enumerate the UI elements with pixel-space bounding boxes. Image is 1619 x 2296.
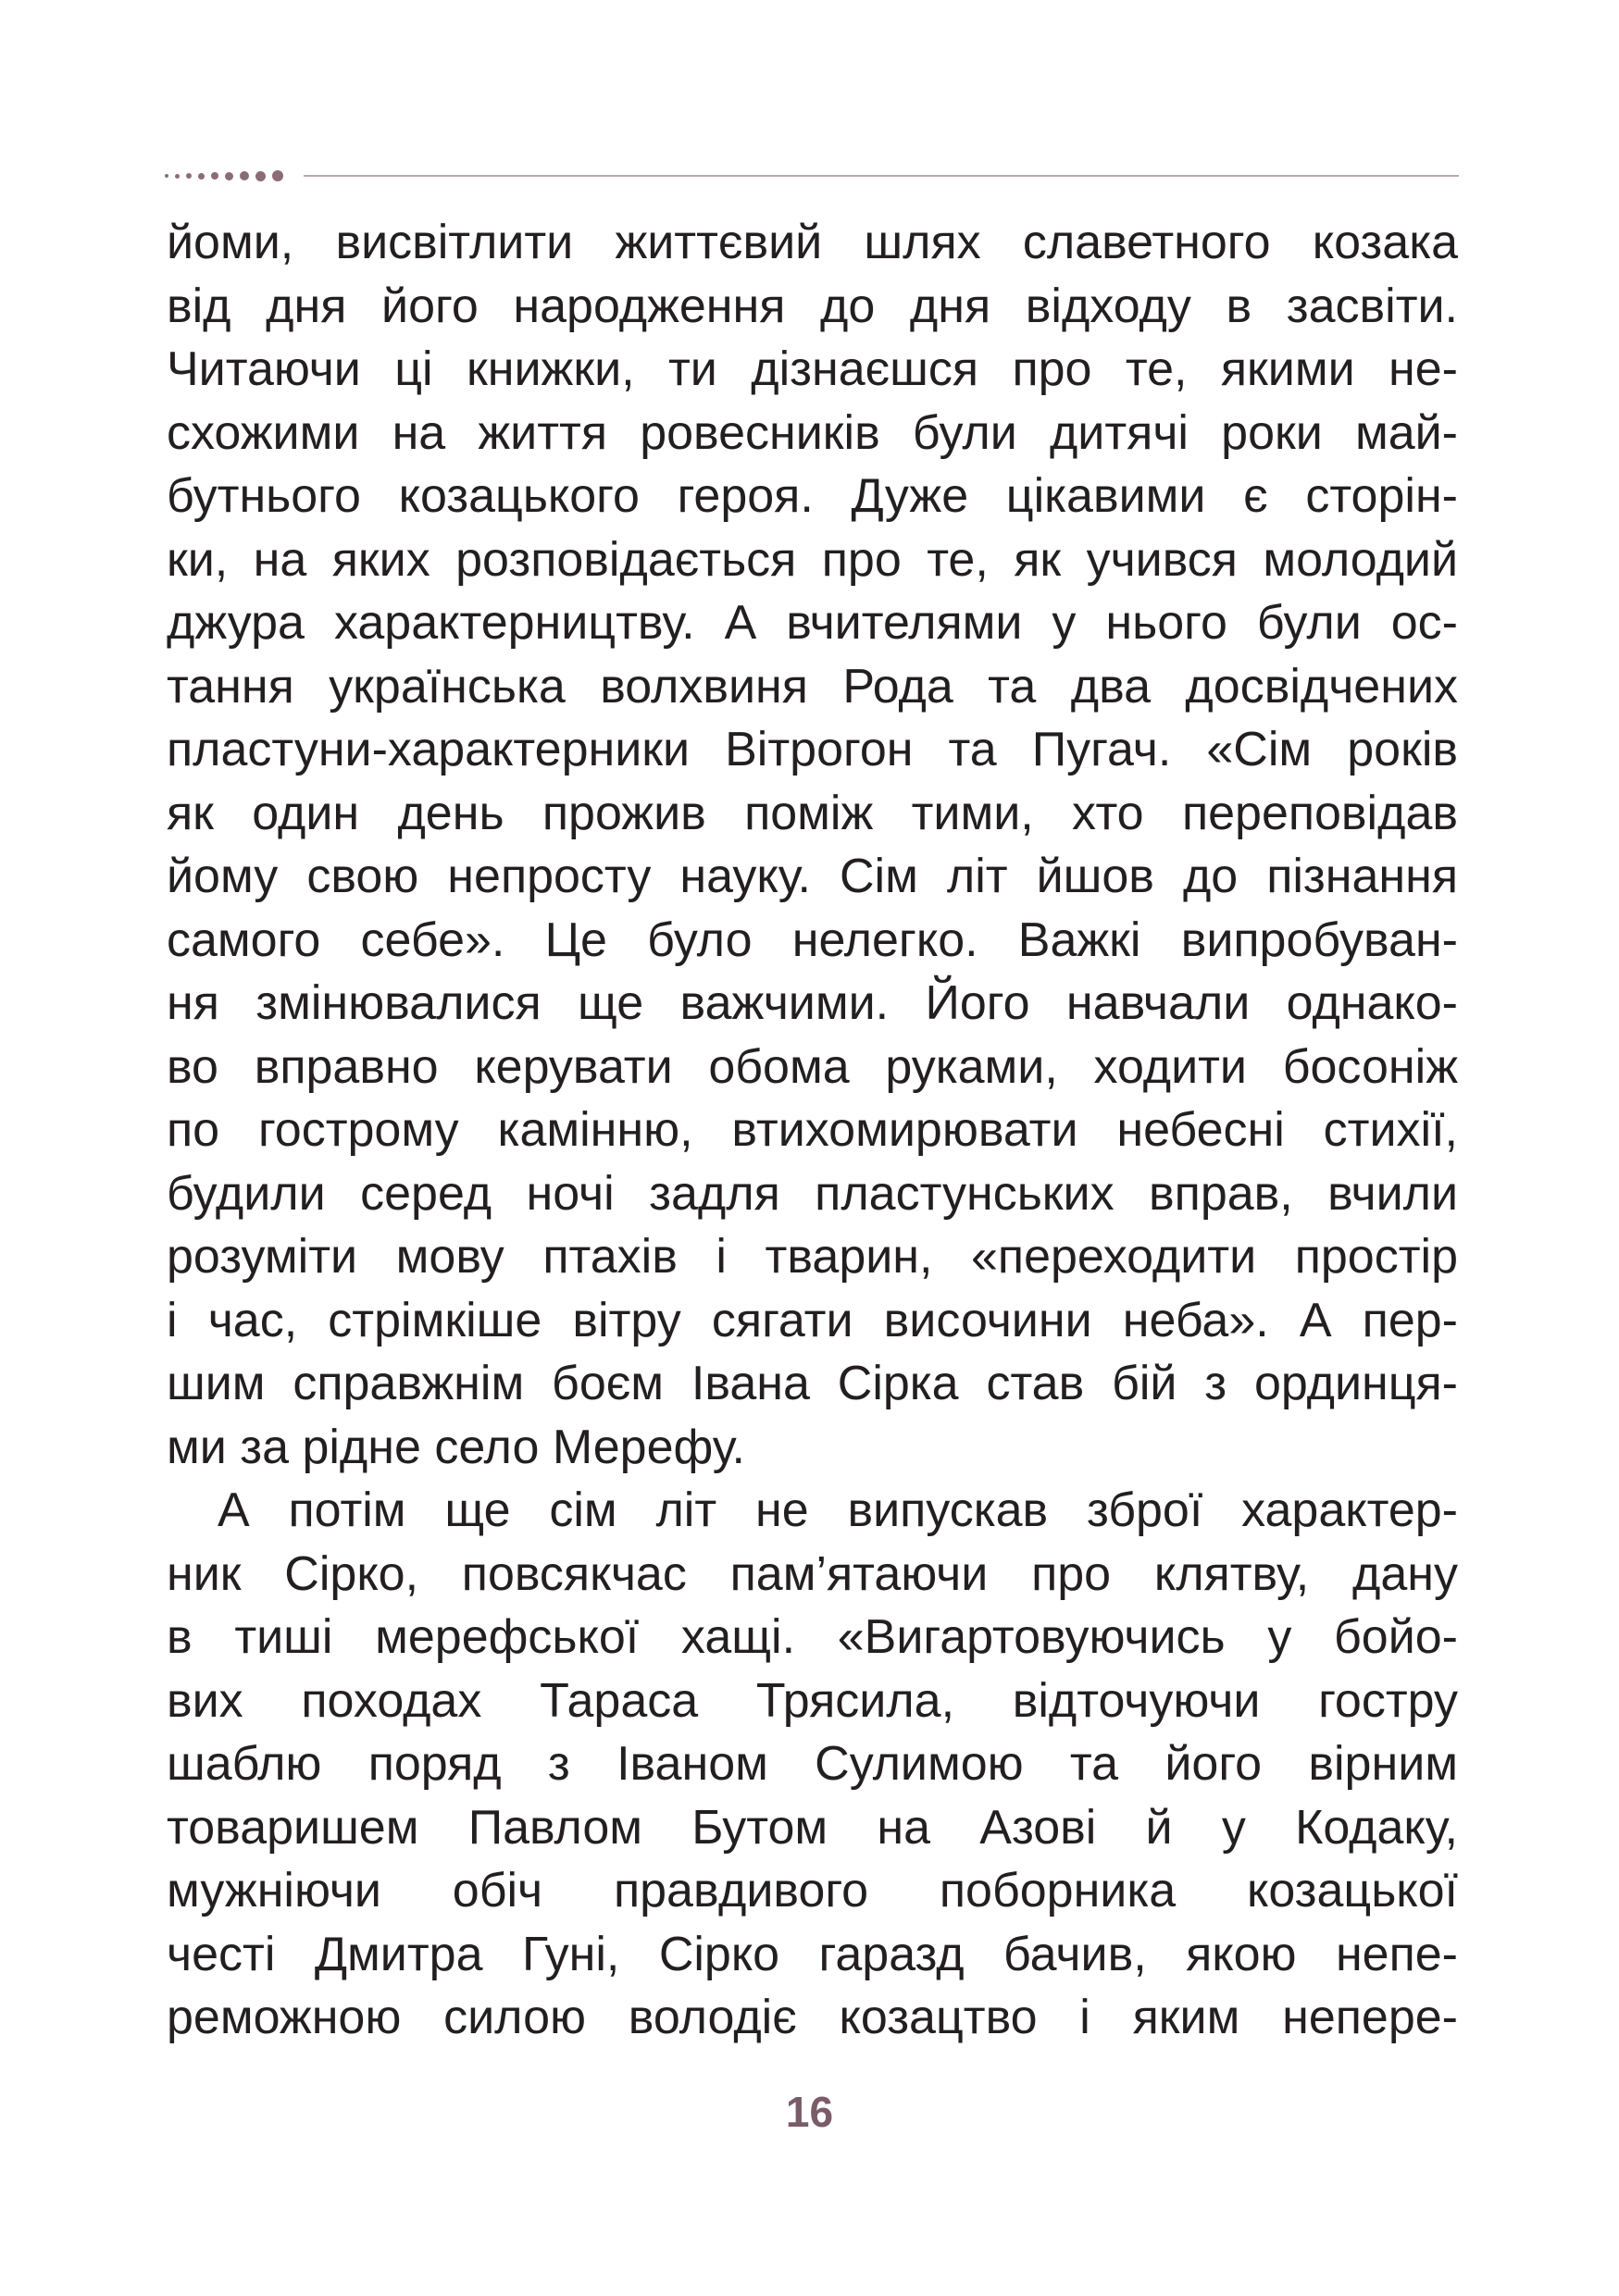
text-line: ки, на яких розповідається про те, як учився молодий bbox=[167, 532, 1458, 587]
header-dots bbox=[165, 169, 283, 182]
header-dot bbox=[225, 172, 233, 180]
text-line: А потім ще сім літ не випускав зброї характер- bbox=[218, 1483, 1458, 1537]
page-number: 16 bbox=[785, 2088, 834, 2136]
text-line: як один день прожив поміж тими, хто переповідав bbox=[167, 786, 1458, 840]
body-text bbox=[167, 211, 1458, 2050]
text-line: честі Дмитра Гуні, Сірко гаразд бачив, якою непе- bbox=[167, 1927, 1458, 1981]
paragraph-1 bbox=[167, 211, 1458, 1479]
text-line: шим справжнім боєм Івана Сірка став бій з ординця- bbox=[167, 1357, 1458, 1410]
header-dot bbox=[240, 171, 249, 180]
text-line: і час, стрімкіше вітру сягати височини неба». А пер- bbox=[167, 1293, 1458, 1347]
text-line: розуміти мову птахів і тварин, «переходити простір bbox=[167, 1230, 1458, 1284]
header-dot bbox=[211, 172, 218, 180]
header-dot bbox=[175, 174, 180, 179]
text-line: во вправно керувати обома руками, ходити босоніж bbox=[167, 1039, 1458, 1094]
text-line: будили серед ночі задля пластунських вправ, вчили bbox=[167, 1166, 1458, 1221]
text-line: від дня його народження до дня відходу в засвіти. bbox=[167, 279, 1458, 333]
text-line: бутнього козацького героя. Дуже цікавими є сторін- bbox=[167, 469, 1458, 523]
text-line: самого себе». Це було нелегко. Важкі випробуван- bbox=[167, 912, 1458, 967]
header-dot bbox=[165, 174, 168, 178]
header-dot bbox=[255, 171, 266, 181]
text-line: йоми, висвітлити життєвий шлях славетного козака bbox=[167, 216, 1458, 269]
header-dot bbox=[272, 170, 283, 181]
text-line: реможною силою володіє козацтво і яким непере- bbox=[167, 1991, 1458, 2044]
text-line: йому свою непросту науку. Сім літ йшов до пізнання bbox=[167, 850, 1458, 903]
text-line: в тиші мерефської хащі. «Вигартовуючись у бойо- bbox=[167, 1610, 1458, 1664]
header-dot bbox=[186, 173, 192, 179]
text-line: пластуни-характерники Вітрогон та Пугач. «Сім років bbox=[167, 723, 1458, 776]
header-dot bbox=[198, 173, 205, 180]
text-line: товаришем Павлом Бутом на Азові й у Кодаку, bbox=[167, 1800, 1458, 1855]
header-rule-line bbox=[304, 175, 1459, 177]
text-line: схожими на життя ровесників були дитячі роки май- bbox=[167, 405, 1458, 460]
header-decoration bbox=[165, 169, 1459, 182]
text-line: ник Сірко, повсякчас пам’ятаючи про клятву, дану bbox=[167, 1546, 1458, 1601]
text-line: Читаючи ці книжки, ти дізнаєшся про те, якими не- bbox=[167, 342, 1458, 396]
paragraph-2 bbox=[167, 1479, 1458, 2050]
text-line: по гострому камінню, втихомирювати небесні стихії, bbox=[167, 1103, 1458, 1157]
text-line: тання українська волхвиня Рода та два досвідчених bbox=[167, 659, 1458, 714]
text-line: ми за рідне село Мерефу. bbox=[167, 1420, 745, 1474]
text-line: шаблю поряд з Іваном Сулимою та його вірним bbox=[167, 1737, 1458, 1791]
text-line: вих походах Тараса Трясила, відточуючи гостру bbox=[167, 1673, 1458, 1728]
text-line: мужніючи обіч правдивого поборника козацької bbox=[167, 1864, 1458, 1917]
text-line: ня змінювалися ще важчими. Його навчали однако- bbox=[167, 976, 1458, 1030]
text-line: джура характерництву. А вчителями у нього були ос- bbox=[167, 596, 1458, 650]
